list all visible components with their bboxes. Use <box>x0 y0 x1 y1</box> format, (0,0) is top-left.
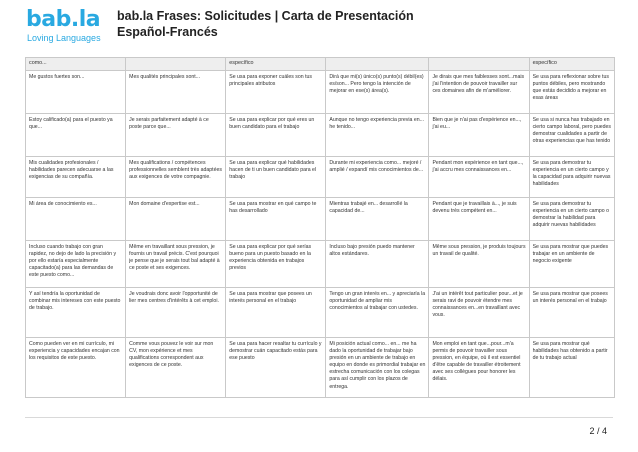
phrases-table <box>25 57 615 398</box>
phrase-fr: Je voudrais donc avoir l'opportunité de lier mes centres d'intérêts à cet emploi. <box>126 288 226 338</box>
phrase-usage: Se usa para mostrar que puedes trabajar en un ambiente de negocio exigente <box>529 241 614 288</box>
phrase-usage: Se usa para mostrar qué habilidades has obtenido a partir de tu trabajo actual <box>529 338 614 398</box>
phrase-usage: Se usa para explicar por qué serías bueno para un puesto basado en la experiencia obtenida en trabajos previos <box>226 241 326 288</box>
babla-logo[interactable] <box>26 7 101 48</box>
phrase-fr: Mon domaine d'expertise est... <box>126 198 226 241</box>
table-row <box>26 71 615 114</box>
phrase-fr: Je dirais que mes faiblesses sont...mais j'ai l'intention de pouvoir travailler sur ces domaines afin de m'améliorer. <box>429 71 529 114</box>
category-cell <box>126 58 226 71</box>
phrase-es: Mi posición actual como... en... me ha dado la oportunidad de trabajar bajo presión en un ambiente de trabajo en equipo en donde es primordial trabajar en estrecha comunicación con los colegas para así cumplir con los plazos de entrega. <box>326 338 429 398</box>
phrase-es: Aunque no tengo experiencia previa en... he tenido... <box>326 114 429 157</box>
phrase-usage: Se usa para demostrar tu experiencia en un cierto campo y la capacidad para adquirir nuevas habilidades <box>529 157 614 198</box>
phrase-fr: Pendant mon expérience en tant que..., j'ai accru mes connaissances en... <box>429 157 529 198</box>
table-row <box>26 157 615 198</box>
footer-divider <box>25 417 613 418</box>
phrase-es: Durante mi experiencia como... mejoré / amplié / expandí mis conocimientos de... <box>326 157 429 198</box>
phrase-es: Como pueden ver en mi currículo, mi experiencia y capacidades encajan con los requisitos de este puesto. <box>26 338 126 398</box>
table-row <box>26 114 615 157</box>
phrase-fr: Comme vous pouvez le voir sur mon CV, mon expérience et mes qualifications correspondent aux exigences de ce poste. <box>126 338 226 398</box>
category-cell: específico <box>226 58 326 71</box>
phrase-usage: Se usa para hacer resaltar tu currículo y demostrar cuán capacitado estás para ese puesto <box>226 338 326 398</box>
phrase-es: Mis cualidades profesionales / habilidades parecen adecuarse a las exigencias de su compañía. <box>26 157 126 198</box>
logo-wordmark: bab.la <box>26 7 101 32</box>
table-row <box>26 288 615 338</box>
logo-tagline: Loving Languages <box>27 33 101 43</box>
category-row <box>26 58 615 71</box>
title-line-1: bab.la Frases: Solicitudes | Carta de Presentación <box>117 9 414 23</box>
table-row <box>26 338 615 398</box>
category-cell <box>429 58 529 71</box>
phrase-es: Tengo un gran interés en... y apreciaría la oportunidad de ampliar mis conocimientos al trabajar con ustedes. <box>326 288 429 338</box>
phrase-es: Incluso bajo presión puedo mantener altos estándares. <box>326 241 429 288</box>
phrase-fr: Mon emploi en tant que...pour...m'a permis de pouvoir travailler sous pression, en équipe, où il est essentiel d'être capable de travailler étroitement avec ses collègues pour honorer les délais. <box>429 338 529 398</box>
phrase-usage: Se usa para explicar por qué eres un buen candidato para el trabajo <box>226 114 326 157</box>
page-header <box>0 0 638 56</box>
phrase-es: Incluso cuando trabajo con gran rapidez, no dejo de lado la precisión y por ello estaría especialmente capacitado(a) para las demandas de este puesto como... <box>26 241 126 288</box>
phrase-usage: Se usa para exponer cuáles son tus principales atributos <box>226 71 326 114</box>
phrase-usage: Se usa para mostrar que posees un interés personal en el trabajo <box>226 288 326 338</box>
phrase-usage: Se usa para demostrar tu experiencia en un cierto campo o demostrar la habilidad para adquirir nuevas habilidades <box>529 198 614 241</box>
phrase-usage: Se usa para mostrar en qué campo te has desarrollado <box>226 198 326 241</box>
table-row <box>26 198 615 241</box>
phrase-fr: Je serais parfaitement adapté à ce poste parce que... <box>126 114 226 157</box>
phrase-usage: Se usa para reflexionar sobre tus puntos débiles, pero mostrando que estás decidido a mejorar en esas áreas <box>529 71 614 114</box>
phrase-fr: Mes qualités principales sont... <box>126 71 226 114</box>
phrase-fr: J'ai un intérêt tout particulier pour...et je serais ravi de pouvoir étendre mes connaissances en...en travaillant avec vous. <box>429 288 529 338</box>
phrase-usage: Se usa para explicar qué habilidades hacen de ti un buen candidato para el trabajo <box>226 157 326 198</box>
title-line-2: Español-Francés <box>117 24 218 39</box>
phrase-es: Dirá que mi(s) único(s) punto(s) débil(es) es/son... Pero tengo la intención de mejorar en ese(s) área(s). <box>326 71 429 114</box>
phrase-es: Y así tendría la oportunidad de combinar mis intereses con este puesto de trabajo. <box>26 288 126 338</box>
category-cell <box>326 58 429 71</box>
phrase-es: Me gustos fuertes son... <box>26 71 126 114</box>
phrase-fr: Même sous pression, je produis toujours un travail de qualité. <box>429 241 529 288</box>
category-cell: específico <box>529 58 614 71</box>
phrase-es: Mi área de conocimiento es... <box>26 198 126 241</box>
phrase-fr: Pendant que je travaillais à..., je suis devenu très compétent en... <box>429 198 529 241</box>
phrase-usage: Se usa si nunca has trabajado en cierto campo laboral, pero puedes demostrar cualidades a partir de otras experiencias que has tenido <box>529 114 614 157</box>
category-cell: como... <box>26 58 126 71</box>
phrase-es: Estoy calificado(a) para el puesto ya que... <box>26 114 126 157</box>
table-row <box>26 241 615 288</box>
page-indicator: 2 / 4 <box>589 426 607 436</box>
phrase-fr: Bien que je n'ai pas d'expérience en..., j'ai eu... <box>429 114 529 157</box>
page-title <box>117 9 617 40</box>
phrase-es: Mientras trabajé en... desarrollé la capacidad de... <box>326 198 429 241</box>
phrase-fr: Même en travaillant sous pression, je fournis un travail précis. C'est pourquoi je pense que je serais tout bal adapté à ce poste et ses exigences. <box>126 241 226 288</box>
phrase-fr: Mes qualifications / compétences professionnelles semblent très adaptées aux exigences de votre compagnie. <box>126 157 226 198</box>
phrase-usage: Se usa para mostrar que posees un interés personal en el trabajo <box>529 288 614 338</box>
